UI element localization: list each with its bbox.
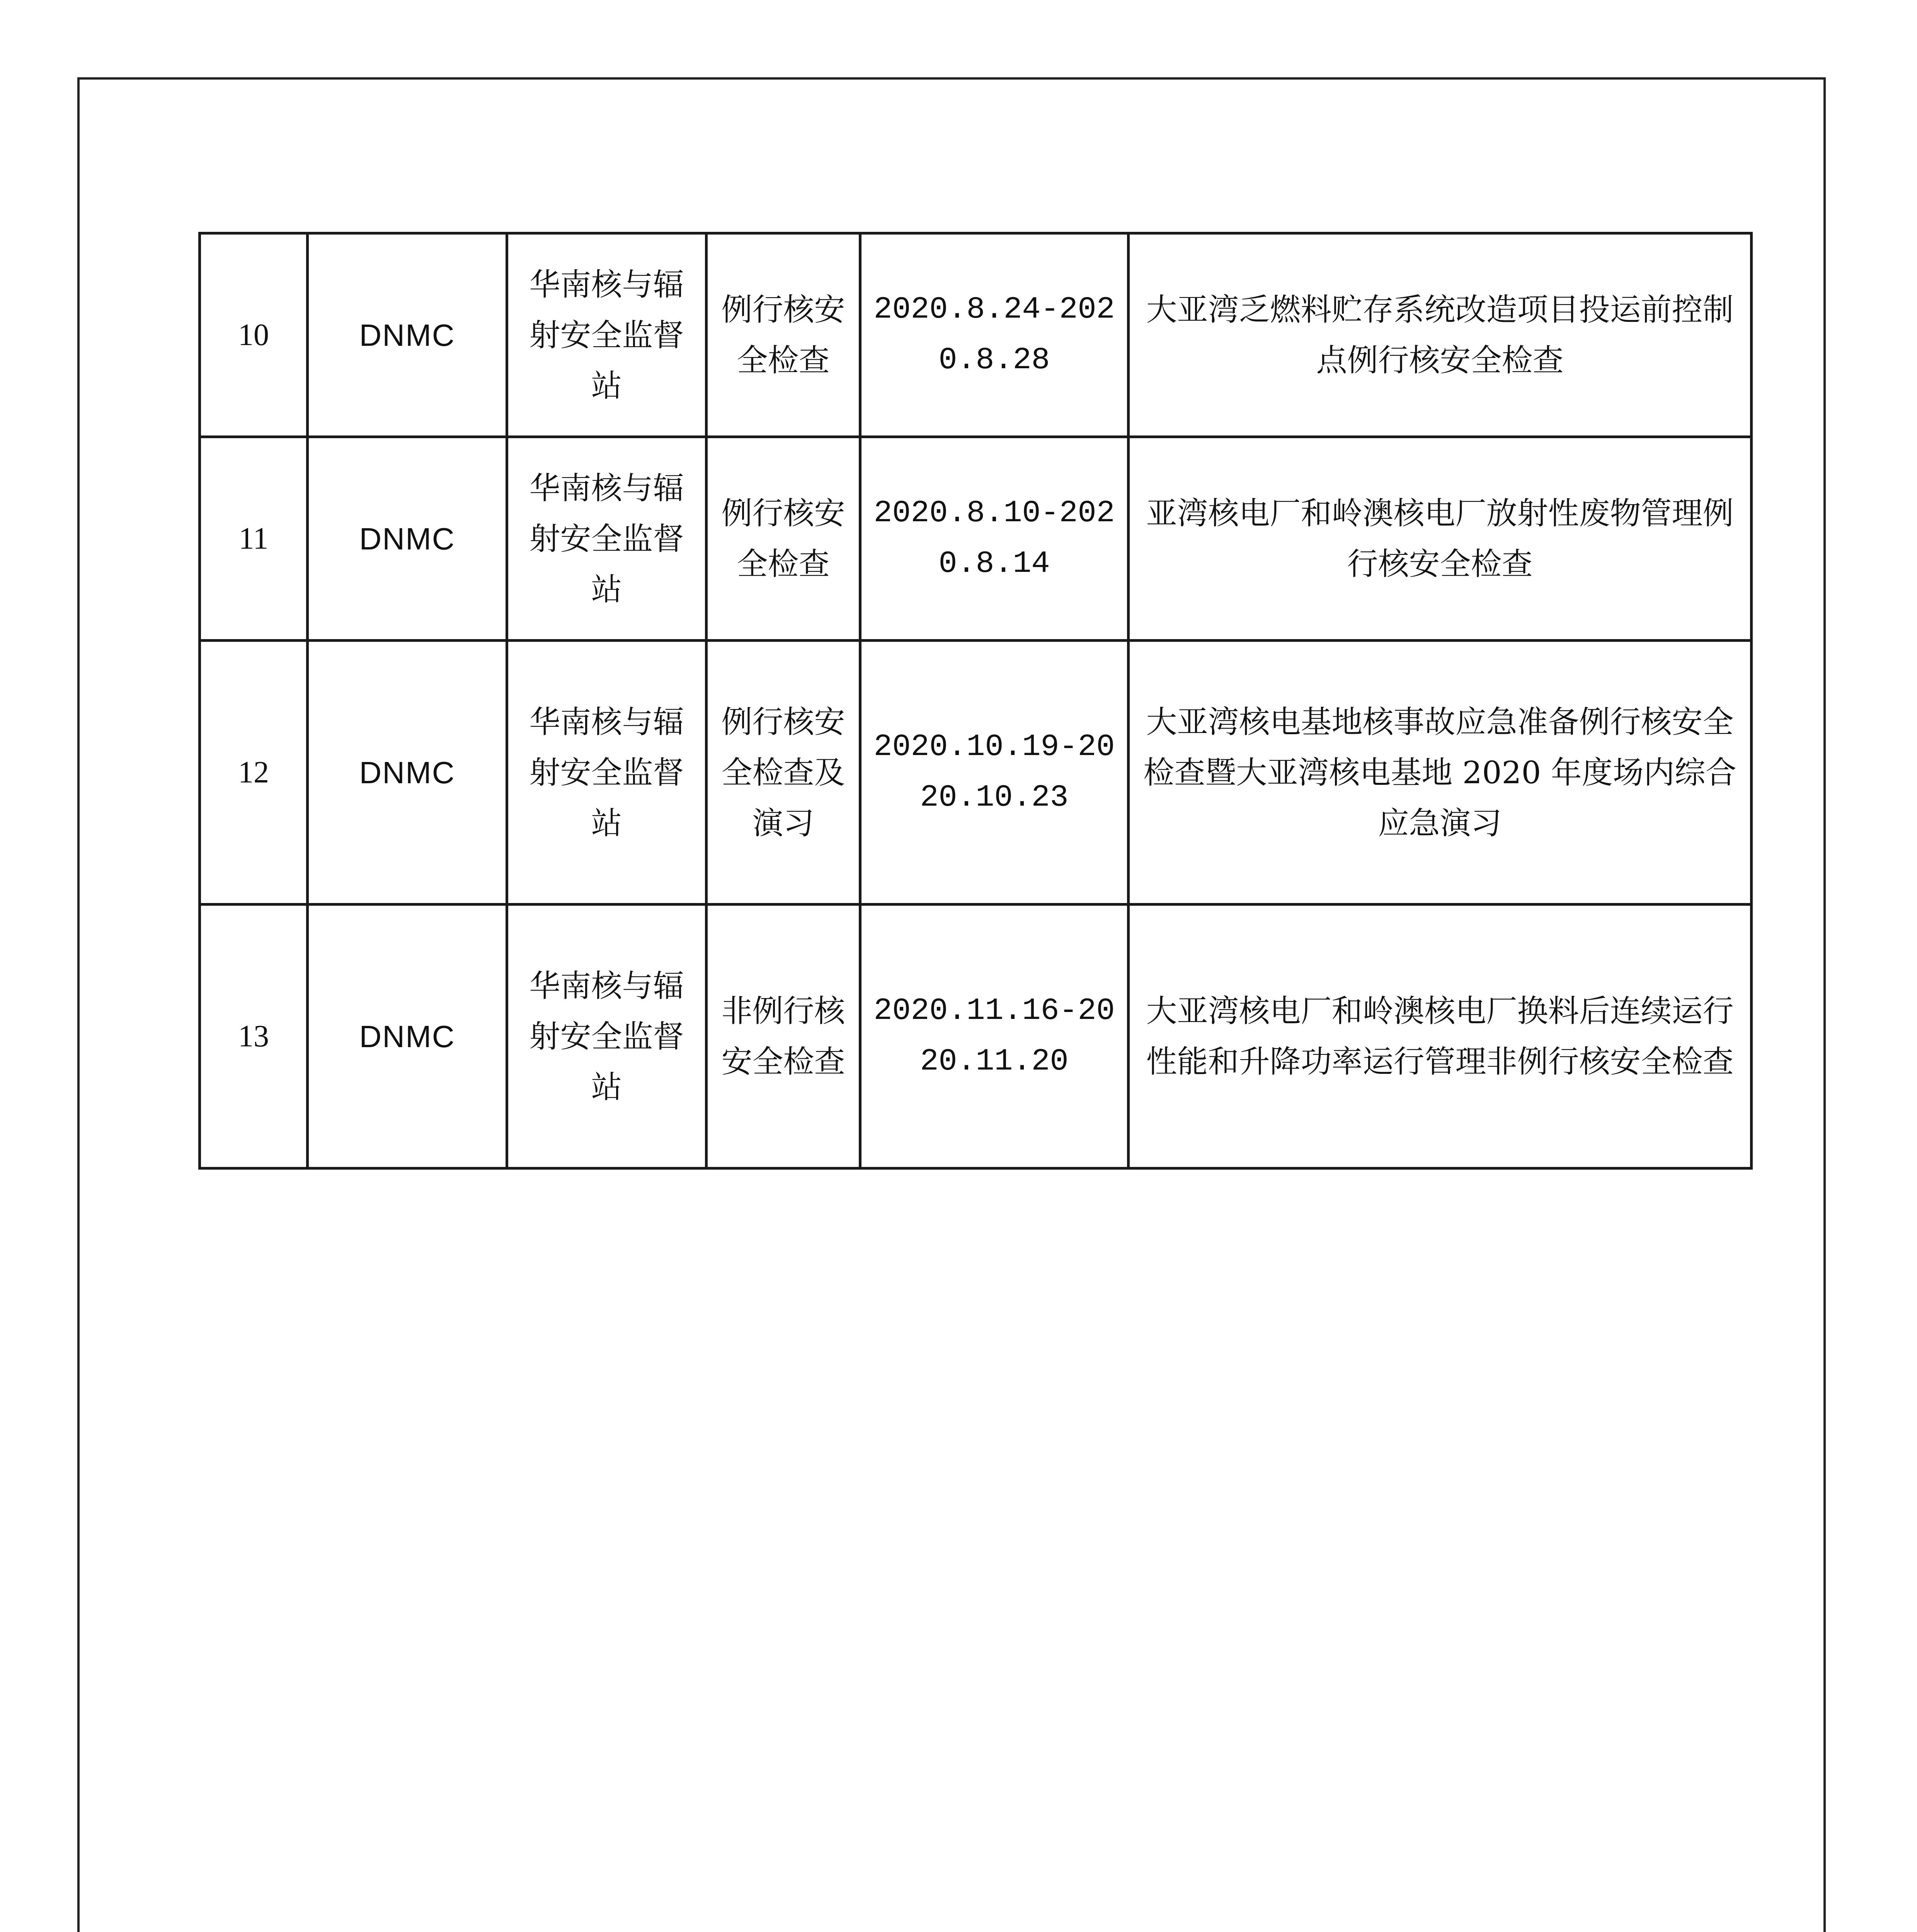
- cell-organization: DNMC: [308, 641, 507, 905]
- cell-date-range: 2020.8.24-2020.8.28: [860, 233, 1129, 437]
- cell-subject: 大亚湾核电基地核事故应急准备例行核安全检查暨大亚湾核电基地 2020 年度场内综合应急演习: [1129, 641, 1752, 905]
- cell-number: 12: [200, 641, 308, 905]
- cell-subject: 大亚湾核电厂和岭澳核电厂换料后连续运行性能和升降功率运行管理非例行核安全检查: [1129, 905, 1752, 1168]
- cell-inspection-type: 非例行核安全检查: [707, 905, 860, 1168]
- cell-date-range: 2020.10.19-2020.10.23: [860, 641, 1129, 905]
- cell-inspection-type: 例行核安全检查: [707, 437, 860, 641]
- cell-date-range: 2020.11.16-2020.11.20: [860, 905, 1129, 1168]
- cell-number: 10: [200, 233, 308, 437]
- cell-subject: 亚湾核电厂和岭澳核电厂放射性废物管理例行核安全检查: [1129, 437, 1752, 641]
- inspection-table: [198, 232, 1753, 1170]
- cell-subject: 大亚湾乏燃料贮存系统改造项目投运前控制点例行核安全检查: [1129, 233, 1752, 437]
- cell-regulator: 华南核与辐射安全监督站: [507, 905, 707, 1168]
- cell-organization: DNMC: [308, 905, 507, 1168]
- cell-number: 11: [200, 437, 308, 641]
- table-row: [200, 233, 1752, 437]
- cell-regulator: 华南核与辐射安全监督站: [507, 641, 707, 905]
- cell-inspection-type: 例行核安全检查: [707, 233, 860, 437]
- cell-regulator: 华南核与辐射安全监督站: [507, 437, 707, 641]
- cell-inspection-type: 例行核安全检查及演习: [707, 641, 860, 905]
- table-row: [200, 437, 1752, 641]
- cell-regulator: 华南核与辐射安全监督站: [507, 233, 707, 437]
- cell-organization: DNMC: [308, 437, 507, 641]
- table-row: [200, 905, 1752, 1168]
- table-row: [200, 641, 1752, 905]
- cell-number: 13: [200, 905, 308, 1168]
- cell-date-range: 2020.8.10-2020.8.14: [860, 437, 1129, 641]
- cell-organization: DNMC: [308, 233, 507, 437]
